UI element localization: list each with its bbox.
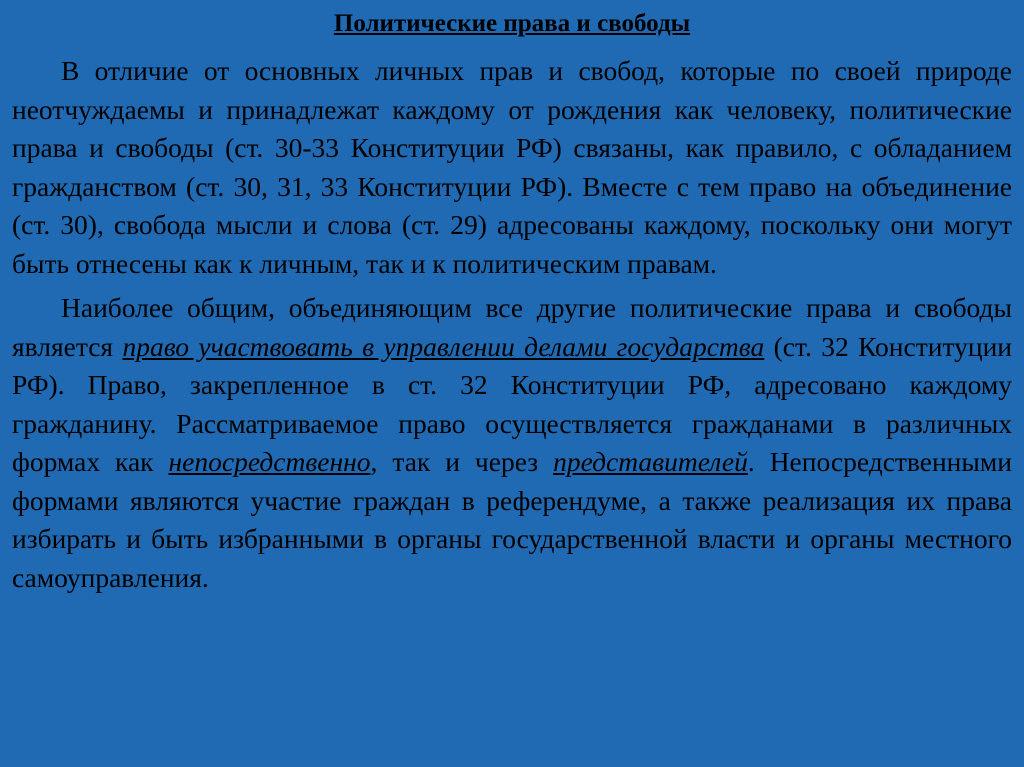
emphasis-right-to-participate: право участвовать в управлении делами государства (122, 330, 765, 362)
paragraph-1: В отличие от основных личных прав и свобод, которые по своей природе неотчуждаемы и принадлежат каждому от рождения как человеку, политические права и свободы (ст. 30-33 Конституции РФ) связаны, как правило, с обладанием гражданством (ст. 30, 31, 33 Конституции РФ). Вместе с тем право на объединение (ст. 30), свобода мысли и слова (ст. 29) адресованы каждому, поскольку они могут быть отнесены как к личным, так и к политическим правам. (12, 55, 1012, 279)
paragraph-2-text-1: Наиболее общим, объединяющим все другие политические права и свободы является (12, 292, 1012, 362)
paragraph-2-text-2: (ст. 32 Конституции РФ). Право, закрепленное в ст. 32 Конституции РФ, адресовано каждому гражданину. Рассматриваемое право осуществляется гражданами в различных формах как (12, 330, 1013, 477)
slide-body (12, 52, 1012, 597)
paragraph-2-text-4: . Непосредственными формами являются участие граждан в референдуме, а также реализация их права избирать и быть избранными в органы государственной власти и органы местного самоуправления. (12, 446, 1012, 593)
slide-title: Политические права и свободы (333, 10, 691, 37)
emphasis-representatives: представителей (553, 446, 748, 477)
paragraph-2 (12, 289, 1012, 597)
paragraph-2-text-3: , так и через (370, 446, 554, 477)
emphasis-directly: непосредственно (168, 446, 371, 477)
